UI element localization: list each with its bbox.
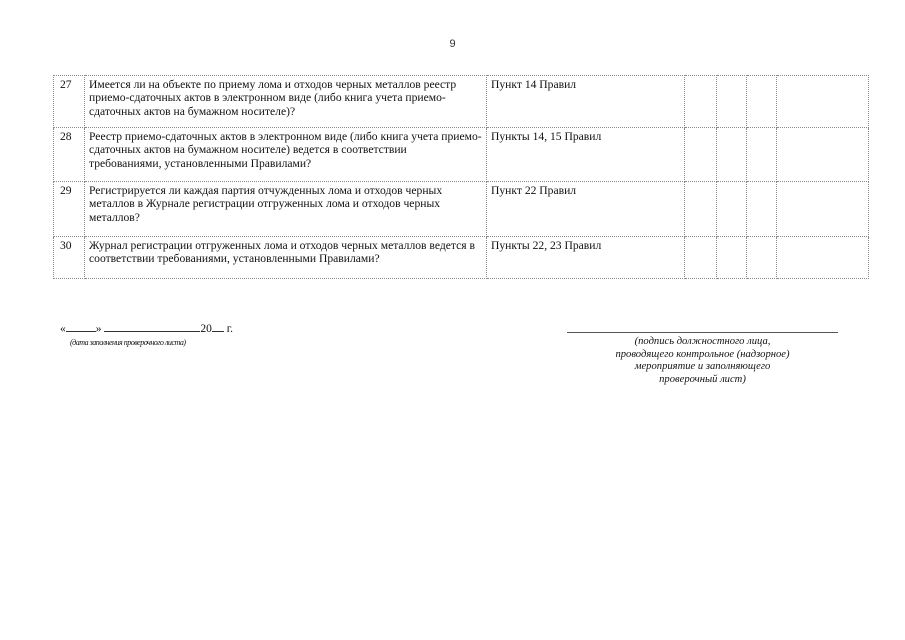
- answer-no-cell[interactable]: [717, 76, 747, 128]
- note-cell[interactable]: [777, 76, 869, 128]
- answer-na-cell[interactable]: [747, 237, 777, 279]
- answer-no-cell[interactable]: [717, 182, 747, 237]
- table-row: [54, 76, 869, 128]
- answer-yes-cell[interactable]: [685, 182, 717, 237]
- row-question: Регистрируется ли каждая партия отчужденных лома и отходов черных металлов в Журнале регистрации отгруженных лома и отходов черных металлов?: [85, 182, 487, 237]
- table-row: [54, 237, 869, 279]
- answer-na-cell[interactable]: [747, 128, 777, 182]
- row-reference: Пункт 14 Правил: [487, 76, 685, 128]
- date-close-quote: »: [95, 323, 102, 335]
- year-suffix: г.: [226, 323, 234, 335]
- checklist-table: [53, 75, 869, 279]
- date-caption: (дата заполнения проверочного листа): [70, 338, 186, 347]
- signature-line[interactable]: [567, 332, 838, 333]
- row-question: Реестр приемо-сдаточных актов в электронном виде (либо книга учета приемо-сдаточных актов на бумажном носителе) ведется в соответствии требованиями, установленными Правилами?: [85, 128, 487, 182]
- row-reference: Пункты 14, 15 Правил: [487, 128, 685, 182]
- note-cell[interactable]: [777, 128, 869, 182]
- answer-no-cell[interactable]: [717, 237, 747, 279]
- year-blank[interactable]: [212, 321, 224, 332]
- note-cell[interactable]: [777, 182, 869, 237]
- answer-yes-cell[interactable]: [685, 128, 717, 182]
- row-number: 27: [54, 76, 85, 128]
- row-question: Имеется ли на объекте по приему лома и отходов черных металлов реестр приемо-сдаточных актов в электронном виде (либо книга учета приемо-сдаточных актов на бумажном носителе)?: [85, 76, 487, 128]
- row-number: 28: [54, 128, 85, 182]
- table-row: [54, 128, 869, 182]
- row-number: 30: [54, 237, 85, 279]
- date-open-quote: «: [60, 323, 66, 335]
- row-number: 29: [54, 182, 85, 237]
- year-prefix: 20: [200, 323, 212, 335]
- row-reference: Пункт 22 Правил: [487, 182, 685, 237]
- row-reference: Пункты 22, 23 Правил: [487, 237, 685, 279]
- day-blank[interactable]: [66, 321, 96, 332]
- row-question: Журнал регистрации отгруженных лома и отходов черных металлов ведется в соответствии требованиями, установленными Правилами?: [85, 237, 487, 279]
- signature-caption: (подпись должностного лица, проводящего контрольное (надзорное) мероприятие и заполняющего проверочный лист): [615, 336, 790, 385]
- answer-no-cell[interactable]: [717, 128, 747, 182]
- note-cell[interactable]: [777, 237, 869, 279]
- answer-yes-cell[interactable]: [685, 237, 717, 279]
- answer-na-cell[interactable]: [747, 182, 777, 237]
- page-number: 9: [449, 38, 456, 50]
- table-row: [54, 182, 869, 237]
- answer-na-cell[interactable]: [747, 76, 777, 128]
- month-blank[interactable]: [104, 321, 200, 332]
- answer-yes-cell[interactable]: [685, 76, 717, 128]
- date-field: [60, 321, 233, 335]
